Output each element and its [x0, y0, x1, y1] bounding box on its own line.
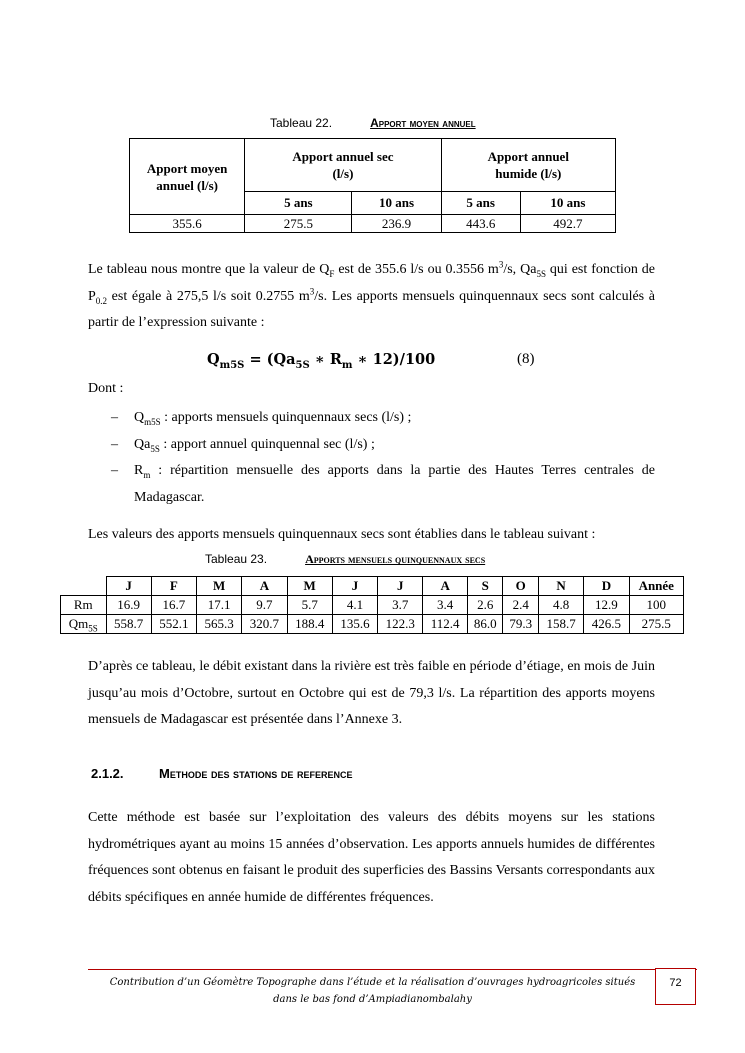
- table23-cell: 122.3: [378, 615, 423, 634]
- table23-month-header: M: [287, 577, 332, 596]
- table22-caption-label: Tableau 22.: [270, 116, 333, 130]
- equation-number: (8): [517, 351, 535, 367]
- table23-cell: 5.7: [287, 596, 332, 615]
- list-dash: –: [111, 436, 118, 452]
- paragraph-2: [88, 522, 655, 549]
- formula-8: [207, 351, 436, 371]
- paragraph-3: [88, 654, 655, 734]
- table23: [60, 576, 684, 634]
- table23-month-header: J: [106, 577, 151, 596]
- table22-header-avg: Apport moyen annuel (l/s): [130, 139, 245, 215]
- dont-label: Dont :: [88, 381, 124, 396]
- paragraph-4: [88, 805, 655, 911]
- table23-month-header: N: [538, 577, 583, 596]
- table23-month-header: D: [584, 577, 629, 596]
- table23-caption-label: Tableau 23.: [205, 552, 268, 566]
- list-dash: –: [111, 410, 118, 425]
- section-heading: [91, 766, 352, 781]
- table23-caption: [205, 552, 485, 567]
- table23-caption-title: Apports mensuels quinquennaux secs: [305, 552, 486, 566]
- table23-month-header: J: [378, 577, 423, 596]
- definition-item: [88, 432, 655, 459]
- table23-cell: 3.7: [378, 596, 423, 615]
- table23-row-label: [61, 615, 107, 634]
- para1-sub: 0.2: [95, 295, 108, 306]
- table23-cell: 100: [629, 596, 683, 615]
- formula-sub: 5S: [295, 359, 310, 371]
- table23-cell: 426.5: [584, 615, 629, 634]
- table23-cell: 2.4: [503, 596, 539, 615]
- def-symbol-sub: m: [143, 469, 151, 480]
- para1-sup: 3: [309, 285, 315, 296]
- footer-divider: [88, 969, 697, 970]
- table23-cell: 16.7: [151, 596, 196, 615]
- para2-text: Les valeurs des apports mensuels quinquennaux secs sont établies dans le tableau suivant :: [88, 527, 596, 542]
- def-text: : apports mensuels quinquennaux secs (l/s) ;: [160, 410, 412, 425]
- table22-cell: 492.7: [520, 215, 615, 233]
- table23-cell: 320.7: [242, 615, 287, 634]
- table22-caption: [270, 116, 476, 130]
- table23-cell: 112.4: [423, 615, 468, 634]
- table22-cell: 443.6: [441, 215, 520, 233]
- formula-part: Q: [207, 351, 220, 368]
- def-symbol-sub: 5S: [150, 443, 160, 454]
- table23-cell: 552.1: [151, 615, 196, 634]
- definition-item: [88, 405, 655, 432]
- section-number: 2.1.2.: [91, 766, 124, 781]
- table22-subheader: 5 ans: [441, 192, 520, 215]
- definition-item: [88, 458, 655, 511]
- def-text: : répartition mensuelle des apports dans la partie des Hautes Terres centrales de Madagascar.: [134, 463, 655, 505]
- table23-month-header: O: [503, 577, 539, 596]
- formula-sub: m5S: [219, 359, 245, 371]
- table23-cell: 558.7: [106, 615, 151, 634]
- table23-cell: 86.0: [467, 615, 503, 634]
- para3-text: D’après ce tableau, le débit existant dans la rivière est très faible en période d’étiage, en mois de Juin jusqu’au mois d’Octobre, surtout en Octobre qui est de 79,3 l/s. La répartition des apports moyens mensuels de Madagascar est présentée dans l’Annexe 3.: [88, 659, 655, 727]
- table23-month-header: A: [242, 577, 287, 596]
- table23-cell: 158.7: [538, 615, 583, 634]
- formula-part: ∗ R: [309, 351, 342, 368]
- para1-text: /s. Les apports mensuels quinquennaux secs sont calculés à partir de l’expression suivante :: [88, 288, 655, 330]
- para1-text: est égale à 275,5 l/s soit 0.2755 m: [107, 288, 310, 304]
- table23-cell: 16.9: [106, 596, 151, 615]
- table22-cell: 355.6: [130, 215, 245, 233]
- table22-header-dry: Apport annuel sec (l/s): [245, 139, 441, 192]
- table22-subheader: 5 ans: [245, 192, 352, 215]
- definitions-list: [88, 405, 655, 511]
- para1-sub: 5S: [536, 268, 546, 279]
- table23-year-header: Année: [629, 577, 683, 596]
- table23-month-header: M: [197, 577, 242, 596]
- table23-cell: 565.3: [197, 615, 242, 634]
- table22: [129, 138, 616, 233]
- list-dash: –: [111, 463, 118, 478]
- table23-cell: 12.9: [584, 596, 629, 615]
- table22-subheader: 10 ans: [520, 192, 615, 215]
- table23-month-header: F: [151, 577, 196, 596]
- formula-part: ∗ 12)/100: [352, 351, 436, 368]
- table22-cell: 236.9: [352, 215, 441, 233]
- table23-cell: 275.5: [629, 615, 683, 634]
- table22-cell: 275.5: [245, 215, 352, 233]
- table23-cell: 188.4: [287, 615, 332, 634]
- para1-text: /s, Qa: [503, 262, 537, 277]
- table22-caption-title: Apport moyen annuel: [370, 116, 476, 130]
- table22-header-wet: Apport annuel humide (l/s): [441, 139, 615, 192]
- def-symbol-sub: m5S: [144, 416, 161, 427]
- table23-cell: 4.1: [332, 596, 377, 615]
- table23-month-header: A: [423, 577, 468, 596]
- table22-subheader: 10 ans: [352, 192, 441, 215]
- para1-text: qui est fonction de P: [88, 262, 655, 304]
- paragraph-1: [88, 257, 655, 337]
- formula-sub: m: [341, 359, 353, 371]
- table23-cell: 17.1: [197, 596, 242, 615]
- row-label-sub: 5S: [88, 623, 98, 634]
- table23-cell: 3.4: [423, 596, 468, 615]
- formula-part: = (Qa: [244, 351, 296, 368]
- para1-sup: 3: [498, 259, 504, 270]
- def-symbol: R: [134, 463, 144, 478]
- row-label-text: Qm: [68, 616, 89, 631]
- table23-cell: 79.3: [503, 615, 539, 634]
- row-label-text: Rm: [73, 597, 93, 612]
- para4-text: Cette méthode est basée sur l’exploitation des valeurs des débits moyens sur les stations hydrométriques ayant au moins 15 années d’observation. Les apports annuels humides de différentes fréquences sont obtenus en faisant le produit des superficies des Bassins Versants correspondants aux débits spécifiques en année humide de différentes fréquences.: [88, 810, 655, 905]
- table23-corner: [61, 577, 107, 596]
- section-title: Methode des stations de reference: [159, 766, 353, 781]
- table23-month-header: J: [332, 577, 377, 596]
- table23-cell: 135.6: [332, 615, 377, 634]
- para1-text: est de 355.6 l/s ou 0.3556 m: [334, 262, 499, 277]
- page-number: 72: [655, 968, 696, 1005]
- table23-month-header: S: [467, 577, 503, 596]
- table23-cell: 9.7: [242, 596, 287, 615]
- para1-text: Le tableau nous montre que la valeur de Q: [88, 262, 330, 277]
- def-symbol: Qa: [134, 436, 151, 452]
- def-text: : apport annuel quinquennal sec (l/s) ;: [159, 436, 375, 452]
- def-symbol: Q: [134, 410, 145, 425]
- table23-row-label: [61, 596, 107, 615]
- table23-cell: 4.8: [538, 596, 583, 615]
- table23-cell: 2.6: [467, 596, 503, 615]
- footer-text: Contribution d’un Géomètre Topographe dans l’étude et la réalisation d’ouvrages hydroagricoles situés dans le bas fond d’Ampiadianombalahy: [109, 977, 636, 1005]
- para1-sub: F: [329, 268, 335, 279]
